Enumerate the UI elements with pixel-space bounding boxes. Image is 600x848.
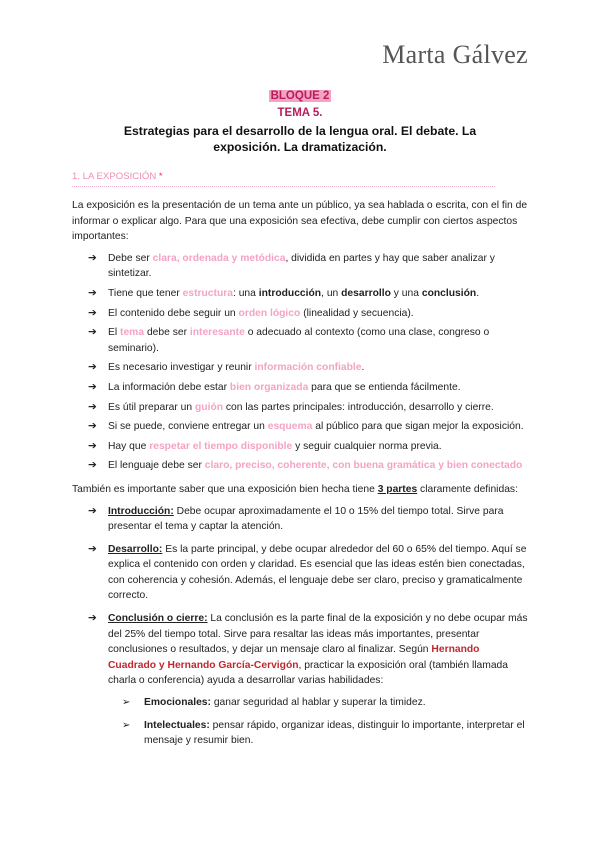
text-run: La conclusión es la parte final de la exposición y no debe ocupar más del 25% del tiempo total. Sirve para resaltar las ideas más importantes, presentar conclusiones o resultados, y dejar un mensaje claro al finalizar. Según: [108, 613, 528, 656]
highlighted-text: estructura: [182, 287, 233, 299]
text-run: Es útil preparar un: [108, 401, 195, 413]
text-run: También es importante saber que una exposición bien hecha tiene: [72, 483, 378, 495]
topic-number: TEMA 5.: [277, 107, 323, 119]
text-run: al público para que sigan mejor la exposición.: [312, 421, 524, 433]
text-run: Hay que: [108, 440, 150, 452]
list-item: [72, 251, 528, 282]
arrowhead-bullet-icon: ➢: [122, 719, 131, 731]
list-item: [72, 286, 528, 302]
emphasis-text: Emocionales:: [144, 697, 211, 709]
intro-paragraph: La exposición es la presentación de un tema ante un público, ya sea hablada o escrita, con el fin de informar o explicar algo. Para que una exposición sea efectiva, debe cumplir con ciertos aspectos importantes:: [72, 200, 528, 243]
list-item: [72, 325, 528, 356]
text-run: o adecuado al contexto (como una clase, congreso o seminario).: [108, 327, 490, 354]
list-item: [72, 306, 528, 322]
text-run: La información debe estar: [108, 381, 230, 393]
highlighted-text: orden lógico: [238, 307, 301, 319]
arrow-bullet-icon: ➔: [88, 459, 97, 472]
highlighted-text: guión: [195, 401, 224, 413]
list-item: [72, 360, 528, 376]
text-run: : una: [232, 287, 259, 299]
block-label: [0, 90, 600, 102]
highlighted-text: información confiable: [254, 362, 362, 374]
arrow-bullet-icon: ➔: [88, 251, 97, 264]
highlighted-text: respetar el tiempo disponible: [149, 440, 293, 452]
block-label-text: BLOQUE 2: [270, 90, 330, 102]
text-run: , dividida en partes y hay que saber analizar y sintetizar.: [108, 252, 495, 280]
arrow-bullet-icon: ➔: [88, 504, 97, 517]
highlighted-text: bien organizada: [229, 381, 309, 393]
text-run: El: [108, 327, 121, 339]
text-run: ganar seguridad al hablar y superar la timidez.: [210, 697, 426, 709]
list-item: [72, 400, 528, 416]
list-item: [72, 419, 528, 435]
emphasis-text: introducción: [258, 287, 322, 299]
section-heading-text: 1. LA EXPOSICIÓN: [72, 171, 157, 182]
text-run: (linealidad y secuencia).: [300, 307, 414, 319]
text-run: para que se entienda fácilmente.: [308, 381, 461, 393]
emphasis-text: Introducción:: [108, 505, 174, 517]
text-run: Es necesario investigar y reunir: [108, 362, 255, 374]
arrow-bullet-icon: ➔: [88, 612, 97, 625]
arrow-bullet-icon: ➔: [88, 326, 97, 339]
text-run: .: [361, 362, 365, 374]
text-run: y seguir cualquier norma previa.: [292, 440, 442, 452]
skills-list: [108, 695, 528, 749]
text-run: Debe ocupar aproximadamente el 10 o 15% del tiempo total. Sirve para presentar el tema y captar la atención.: [108, 505, 504, 533]
emphasis-text: 3 partes: [377, 483, 418, 495]
arrowhead-bullet-icon: ➢: [122, 697, 131, 709]
emphasis-text: Desarrollo:: [108, 543, 163, 555]
section-divider: [72, 186, 495, 187]
highlighted-text: esquema: [267, 421, 313, 433]
highlighted-text: interesante: [189, 327, 245, 339]
arrow-bullet-icon: ➔: [88, 439, 97, 452]
parts-intro-paragraph: [72, 482, 528, 498]
emphasis-text: conclusión: [421, 287, 477, 299]
arrow-bullet-icon: ➔: [88, 286, 97, 299]
arrow-bullet-icon: ➔: [88, 306, 97, 319]
author-name: Marta Gálvez: [382, 40, 528, 69]
body-content: [72, 198, 528, 756]
text-run: El contenido debe seguir un: [108, 307, 239, 319]
text-run: pensar rápido, organizar ideas, distinguir lo importante, interpretar el mensaje y resumir bien.: [144, 719, 525, 747]
text-run: .: [476, 287, 480, 299]
list-item: [72, 439, 528, 455]
section-marker: *: [158, 171, 163, 182]
document-title: Estrategias para el desarrollo de la lengua oral. El debate. La exposición. La dramatización.: [123, 124, 477, 154]
text-run: Si se puede, conviene entregar un: [108, 421, 268, 433]
arrow-bullet-icon: ➔: [88, 361, 97, 374]
emphasis-text: Hernando Cuadrado y Hernando García-Cervigón: [108, 644, 480, 671]
text-run: , practicar la exposición oral (también llamada charla o conferencia) ayuda a desarrollar varias habilidades:: [108, 659, 509, 687]
arrow-bullet-icon: ➔: [88, 420, 97, 433]
text-run: Debe ser: [108, 252, 153, 264]
emphasis-text: desarrollo: [341, 287, 391, 299]
list-item: [108, 718, 528, 749]
arrow-bullet-icon: ➔: [88, 380, 97, 393]
text-run: El lenguaje debe ser: [108, 460, 205, 472]
highlighted-text: clara, ordenada y metódica: [152, 252, 286, 264]
text-run: debe ser: [144, 327, 190, 339]
aspects-list: [72, 251, 528, 474]
list-item: [72, 458, 528, 474]
list-item: [72, 542, 528, 604]
parts-list: [72, 504, 528, 749]
emphasis-text: Conclusión o cierre:: [108, 613, 208, 625]
arrow-bullet-icon: ➔: [88, 542, 97, 555]
emphasis-text: Intelectuales:: [144, 719, 210, 731]
text-run: claramente definidas:: [417, 483, 518, 495]
text-run: con las partes principales: introducción, desarrollo y cierre.: [223, 401, 494, 413]
highlighted-text: claro, preciso, coherente, con buena gramática y bien conectado: [204, 460, 523, 472]
list-item: [72, 611, 528, 749]
text-run: y una: [390, 287, 422, 299]
arrow-bullet-icon: ➔: [88, 400, 97, 413]
list-item: [72, 380, 528, 396]
text-run: Tiene que tener: [108, 287, 183, 299]
list-item: [72, 504, 528, 535]
highlighted-text: tema: [120, 327, 145, 339]
text-run: , un: [321, 287, 342, 299]
list-item: [108, 695, 528, 711]
section-heading: [72, 171, 163, 182]
text-run: Es la parte principal, y debe ocupar alrededor del 60 o 65% del tiempo. Aquí se explica el contenido con orden y claridad. Es esencial que las ideas estén bien conectadas, con coherencia y cohesión. Además, el lenguaje debe ser claro, preciso y gramaticalmente correcto.: [108, 543, 527, 602]
